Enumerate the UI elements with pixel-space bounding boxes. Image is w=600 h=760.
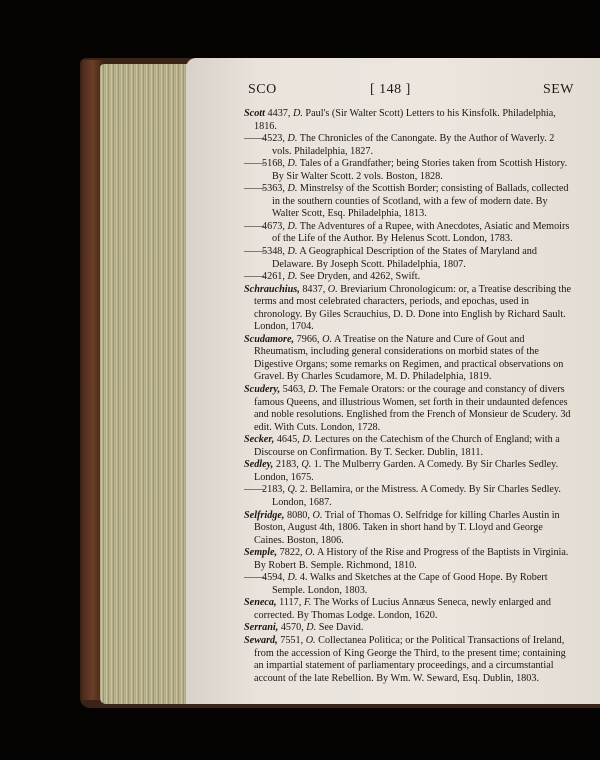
- header-right: SEW: [542, 82, 574, 97]
- running-header: [248, 82, 574, 100]
- catalog-entry: Scudamore, 7966, O. A Treatise on the Nature and Cure of Gout and Rheumatism, including general considerations on morbid states of the Digestive Organs; some remarks on Regimen, and practical observations on Gravel. By Charles Scudamore, M. D. Philadelphia, 1819.: [244, 333, 564, 383]
- catalog-entry: ——5363, D. Minstrelsy of the Scottish Border; consisting of Ballads, collected in the southern counties of Scotland, with a few of modern date. By Walter Scott, Esq. Philadelphia, 1813.: [244, 183, 569, 220]
- catalog-entry: Sedley, 2183, Q. 1. The Mulberry Garden. A Comedy. By Sir Charles Sedley. London, 1675.: [244, 459, 559, 483]
- catalog-entry: Seneca, 1117, F. The Works of Lucius Annæus Seneca, newly enlarged and corrected. By Thomas Lodge. London, 1620.: [244, 597, 551, 621]
- catalog-entry: ——4673, D. The Adventures of a Rupee, with Anecdotes, Asiatic and Memoirs of the Life of the Author. By Helenus Scott. London, 1783.: [244, 220, 570, 245]
- catalog-entries: [244, 108, 574, 685]
- catalog-entry: ——5348, D. A Geographical Description of the States of Maryland and Delaware. By Joseph Scott. Philadelphia, 1807.: [244, 246, 537, 270]
- catalog-entry: Scott 4437, D. Paul's (Sir Walter Scott) Letters to his Kinsfolk. Philadelphia, 1816.: [244, 108, 556, 132]
- page-edges: [100, 64, 200, 704]
- catalog-entry: ——2183, Q. 2. Bellamira, or the Mistress. A Comedy. By Sir Charles Sedley. London, 1687.: [244, 484, 561, 508]
- catalog-entry: Serrani, 4570, D. See David.: [244, 622, 364, 634]
- catalog-entry: ——5168, D. Tales of a Grandfather; being Stories taken from Scottish History. By Sir Walter Scott. 2 vols. Boston, 1828.: [244, 158, 568, 182]
- catalog-entry: Seward, 7551, O. Collectanea Politica; or the Political Transactions of Ireland, from the accession of King George the Third, to the present time; containing an impartial statement of parliamentary proceedings, and a circumstantial account of the late Rebellion. By Wm. W. Seward, Esq. Dublin, 1803.: [244, 634, 566, 684]
- catalog-entry: Selfridge, 8080, O. Trial of Thomas O. Selfridge for killing Charles Austin in Boston, August 4th, 1806. Taken in short hand by T. Lloyd and George Caines. Boston, 1806.: [244, 509, 560, 546]
- page-number: [ 148 ]: [370, 82, 411, 97]
- catalog-entry: ——4594, D. 4. Walks and Sketches at the Cape of Good Hope. By Robert Semple. London, 1803.: [244, 572, 548, 596]
- catalog-entry: Semple, 7822, O. A History of the Rise and Progress of the Baptists in Virginia. By Robert B. Semple. Richmond, 1810.: [244, 547, 569, 571]
- catalog-entry: Scudery, 5463, D. The Female Orators: or the courage and constancy of divers famous Queens, and illustrious Women, set forth in their undaunted defences and noble resolutions. Englished from the French of Monsieur de Scudery. 3d edit. With Cuts. London, 1728.: [244, 384, 571, 433]
- catalog-entry: Schrauchius, 8437, O. Breviarium Chronologicum: or, a Treatise describing the terms and most celebrated characters, periods, and epochas, used in chronology. By Giles Scrauchius, D. D. Done into English by Richard Sault. London, 1704.: [244, 283, 571, 333]
- catalog-entry: ——4523, D. The Chronicles of the Canongate. By the Author of Waverly. 2 vols. Philadelphia, 1827.: [244, 133, 555, 157]
- catalog-entry: Secker, 4645, D. Lectures on the Catechism of the Church of England; with a Discourse on Confirmation. By T. Secker. Dublin, 1811.: [244, 434, 560, 458]
- header-left: SCO: [248, 82, 277, 97]
- catalog-entry: ——4261, D. See Dryden, and 4262, Swift.: [244, 271, 421, 283]
